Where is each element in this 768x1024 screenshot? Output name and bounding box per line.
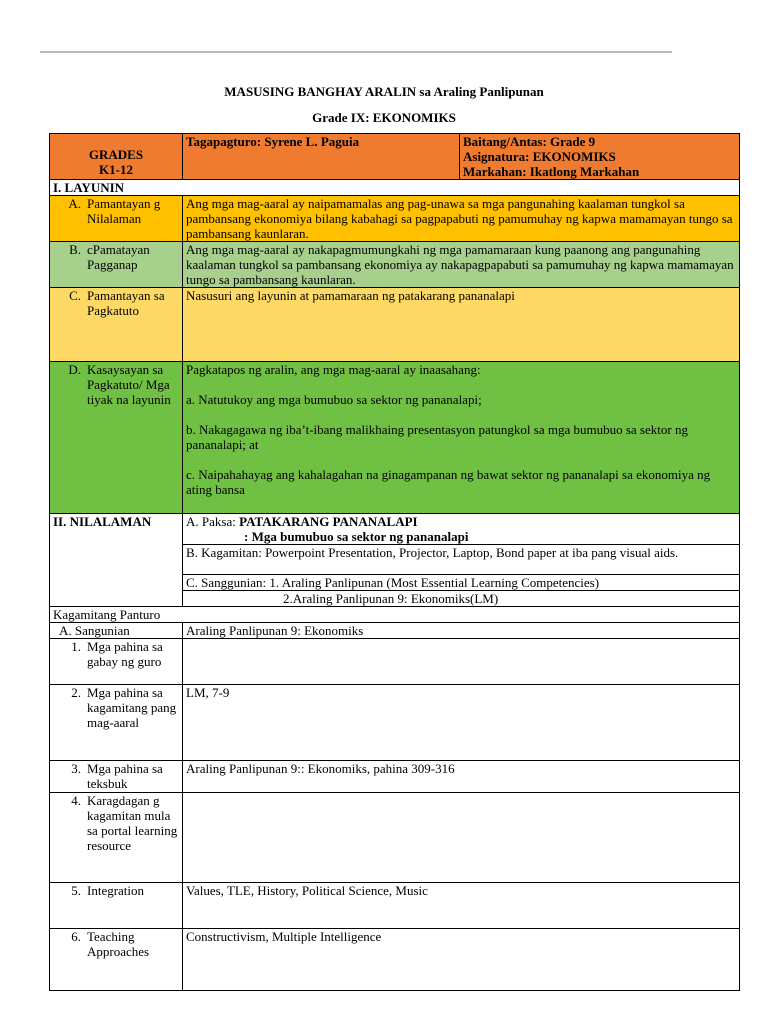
resource-label: 4. Karagdagan g kagamitan mula sa portal learning resource: [50, 793, 183, 883]
grades-cell: GRADES K1-12: [50, 134, 183, 180]
resource-label: 2. Mga pahina sa kagamitang pang mag-aaral: [50, 685, 183, 761]
nilalaman-paksa-row: [50, 514, 740, 545]
layunin-d-row: [50, 362, 740, 514]
table-row: [50, 761, 740, 793]
section-heading-kagamitang: Kagamitang Panturo: [50, 607, 740, 623]
objectives-intro: Pagkatapos ng aralin, ang mga mag-aaral ay inaasahang:: [186, 362, 481, 377]
kagamitan-cell: B. Kagamitan: Powerpoint Presentation, Projector, Laptop, Bond paper at iba pang visual aids.: [183, 545, 740, 575]
table-row: [50, 793, 740, 883]
sanggunian-cell-2: 2.Araling Panlipunan 9: Ekonomiks(LM): [183, 591, 740, 607]
grade-subject-quarter-cell: [460, 134, 740, 180]
layunin-a-text: Ang mga mag-aaral ay naipamamalas ang pag-unawa sa mga pangunahing kaalaman tungkol sa pambansang ekonomiya bilang kabahagi sa pagpapabuti ng pamumuhay ng kapwa mamamayan tungo sa pambansang kaunlaran.: [183, 196, 740, 242]
resource-label: 3. Mga pahina sa teksbuk: [50, 761, 183, 793]
layunin-d-label: D. Kasaysayan sa Pagkatuto/ Mga tiyak na layunin: [50, 362, 183, 514]
layunin-a-label: A. Pamantayan g Nilalaman: [50, 196, 183, 242]
sangunian-label: A. Sangunian: [50, 623, 183, 639]
document-title: MASUSING BANGHAY ARALIN sa Araling Panlipunan: [224, 84, 544, 99]
section-heading-layunin: I. LAYUNIN: [50, 180, 740, 196]
objective-a: a. Natutukoy ang mga bumubuo sa sektor ng pananalapi;: [186, 392, 482, 407]
table-row: [50, 929, 740, 991]
layunin-c-label: C. Pamantayan sa Pagkatuto: [50, 288, 183, 362]
resource-label: 5. Integration: [50, 883, 183, 929]
resource-value: LM, 7-9: [183, 685, 740, 761]
table-row: [50, 685, 740, 761]
layunin-b-row: [50, 242, 740, 288]
document-subtitle: Grade IX: EKONOMIKS: [312, 110, 456, 125]
paksa-subtitle: : Mga bumubuo sa sektor ng pananalapi: [244, 529, 469, 544]
resource-label: 1. Mga pahina sa gabay ng guro: [50, 639, 183, 685]
subject: Asignatura: EKONOMIKS: [463, 149, 616, 164]
layunin-d-text: [183, 362, 740, 514]
header-row: [50, 134, 740, 180]
sangunian-value: Araling Panlipunan 9: Ekonomiks: [183, 623, 740, 639]
layunin-heading-row: [50, 180, 740, 196]
kagamitang-heading-row: [50, 607, 740, 623]
layunin-a-row: [50, 196, 740, 242]
grade-level: Baitang/Antas: Grade 9: [463, 134, 596, 149]
resource-value: Values, TLE, History, Political Science, Music: [183, 883, 740, 929]
layunin-b-label: B. cPamatayan Pagganap: [50, 242, 183, 288]
top-divider-line: [40, 51, 672, 53]
teacher-cell: Tagapagturo: Syrene L. Paguia: [183, 134, 460, 180]
objective-c: c. Naipahahayag ang kahalagahan na ginagampanan ng bawat sektor ng pananalapi sa ekonomiya ng ating bansa: [186, 467, 711, 497]
resource-value: Constructivism, Multiple Intelligence: [183, 929, 740, 991]
objective-b: b. Nakagagawa ng iba’t-ibang malikhaing presentasyon patungkol sa mga bumubuo sa sektor ng pananalapi; at: [186, 422, 688, 452]
resource-label: 6. Teaching Approaches: [50, 929, 183, 991]
table-row: [50, 639, 740, 685]
layunin-c-row: [50, 288, 740, 362]
paksa-title: PATAKARANG PANANALAPI: [239, 514, 418, 529]
layunin-c-text: Nasusuri ang layunin at pamamaraan ng patakarang pananalapi: [183, 288, 740, 362]
layunin-b-text: Ang mga mag-aaral ay nakapagmumungkahi ng mga pamamaraan kung paanong ang pangunahing kaalaman tungkol sa pambansang ekonomiya ay nakapagpapabuti sa pamumuhay ng kapwa mamamayan tungo sa pambansang kaunlaran.: [183, 242, 740, 288]
sangunian-row: [50, 623, 740, 639]
section-heading-nilalaman: II. NILALAMAN: [50, 514, 183, 607]
sanggunian-cell-1: C. Sanggunian: 1. Araling Panlipunan (Most Essential Learning Competencies): [183, 575, 740, 591]
resource-value: [183, 639, 740, 685]
table-row: [50, 883, 740, 929]
resource-value: Araling Panlipunan 9:: Ekonomiks, pahina 309-316: [183, 761, 740, 793]
resource-value: [183, 793, 740, 883]
quarter: Markahan: Ikatlong Markahan: [463, 164, 640, 179]
paksa-cell: A. Paksa: PATAKARANG PANANALAPI : Mga bumubuo sa sektor ng pananalapi: [183, 514, 740, 545]
lesson-plan-table: [49, 133, 740, 991]
